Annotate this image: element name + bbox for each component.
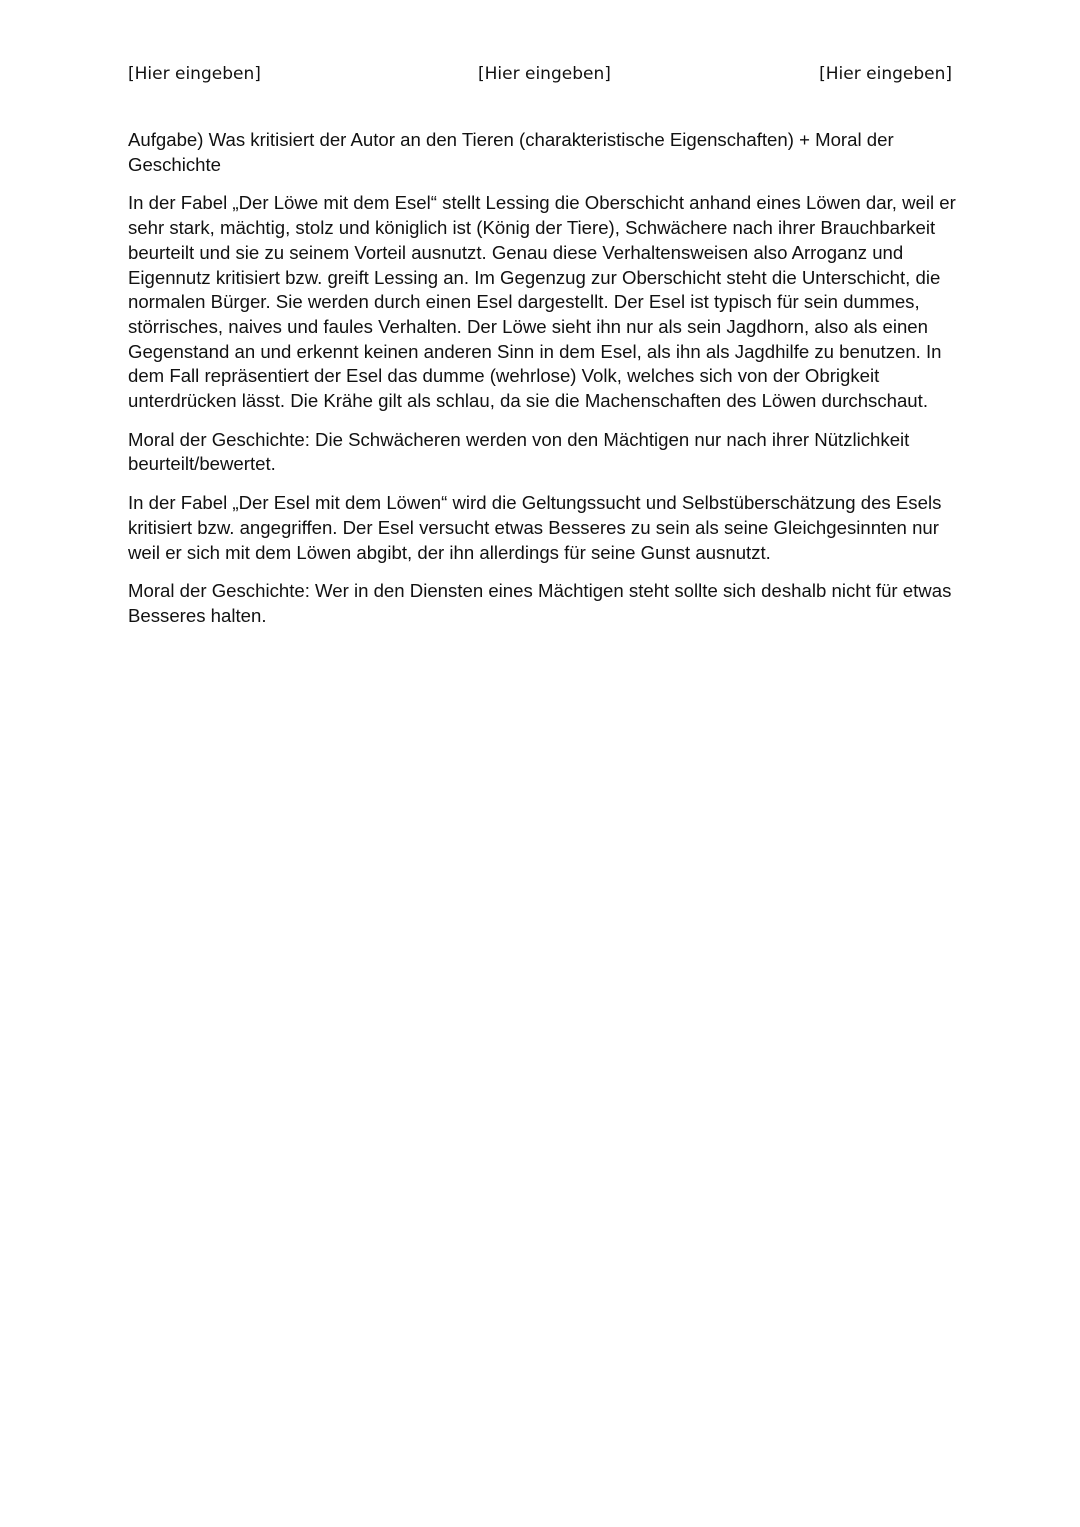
header-placeholder-left[interactable]: [Hier eingeben] [128, 64, 261, 84]
task-heading: Aufgabe) Was kritisiert der Autor an den Tieren (charakteristische Eigenschaften) + Moral der Geschichte [128, 129, 894, 175]
moral-paragraph-1: Moral der Geschichte: Die Schwächeren werden von den Mächtigen nur nach ihrer Nützlichkeit beurteilt/bewertet. [128, 428, 910, 475]
paragraph-esel-mit-loewen: In der Fabel „Der Esel mit dem Löwen“ wird die Geltungssucht und Selbstüberschätzung des Esels kritisiert bzw. angegriffen. Der Esel versucht etwas Besseres zu sein als seine Gleichgesinnten nur weil er sich mit dem Löwen abgibt, der ihn allerdings für seine Gunst ausnutzt. [128, 492, 942, 563]
header-placeholder-center[interactable]: [Hier eingeben] [478, 64, 611, 84]
document-body [128, 128, 958, 643]
header-placeholder-right[interactable]: [Hier eingeben] [819, 64, 952, 84]
page-header [128, 64, 952, 90]
paragraph-loewe-mit-esel: In der Fabel „Der Löwe mit dem Esel“ stellt Lessing die Oberschicht anhand eines Löwen dar, weil er sehr stark, mächtig, stolz und königlich ist (König der Tiere), Schwächere nach ihrer Brauchbarkeit beurteilt und sie zu seinem Vorteil ausnutzt. Genau diese Verhaltensweisen also Arroganz und Eigennutz kritisiert bzw. greift Lessing an. Im Gegenzug zur Oberschicht steht die Unterschicht, die normalen Bürger. Sie werden durch einen Esel dargestellt. Der Esel ist typisch für sein dummes, störrisches, naives und faules Verhalten. Der Löwe sieht ihn nur als sein Jagdhorn, also als einen Gegenstand an und erkennt keinen anderen Sinn in dem Esel, als ihn als Jagdhilfe zu benutzen. In dem Fall repräsentiert der Esel das dumme (wehrlose) Volk, welches sich von der Obrigkeit unterdrücken lässt. Die Krähe gilt als schlau, da sie die Machenschaften des Löwen durchschaut. [128, 192, 956, 412]
moral-paragraph-2: Moral der Geschichte: Wer in den Diensten eines Mächtigen steht sollte sich deshalb nicht für etwas Besseres halten. [128, 580, 952, 626]
